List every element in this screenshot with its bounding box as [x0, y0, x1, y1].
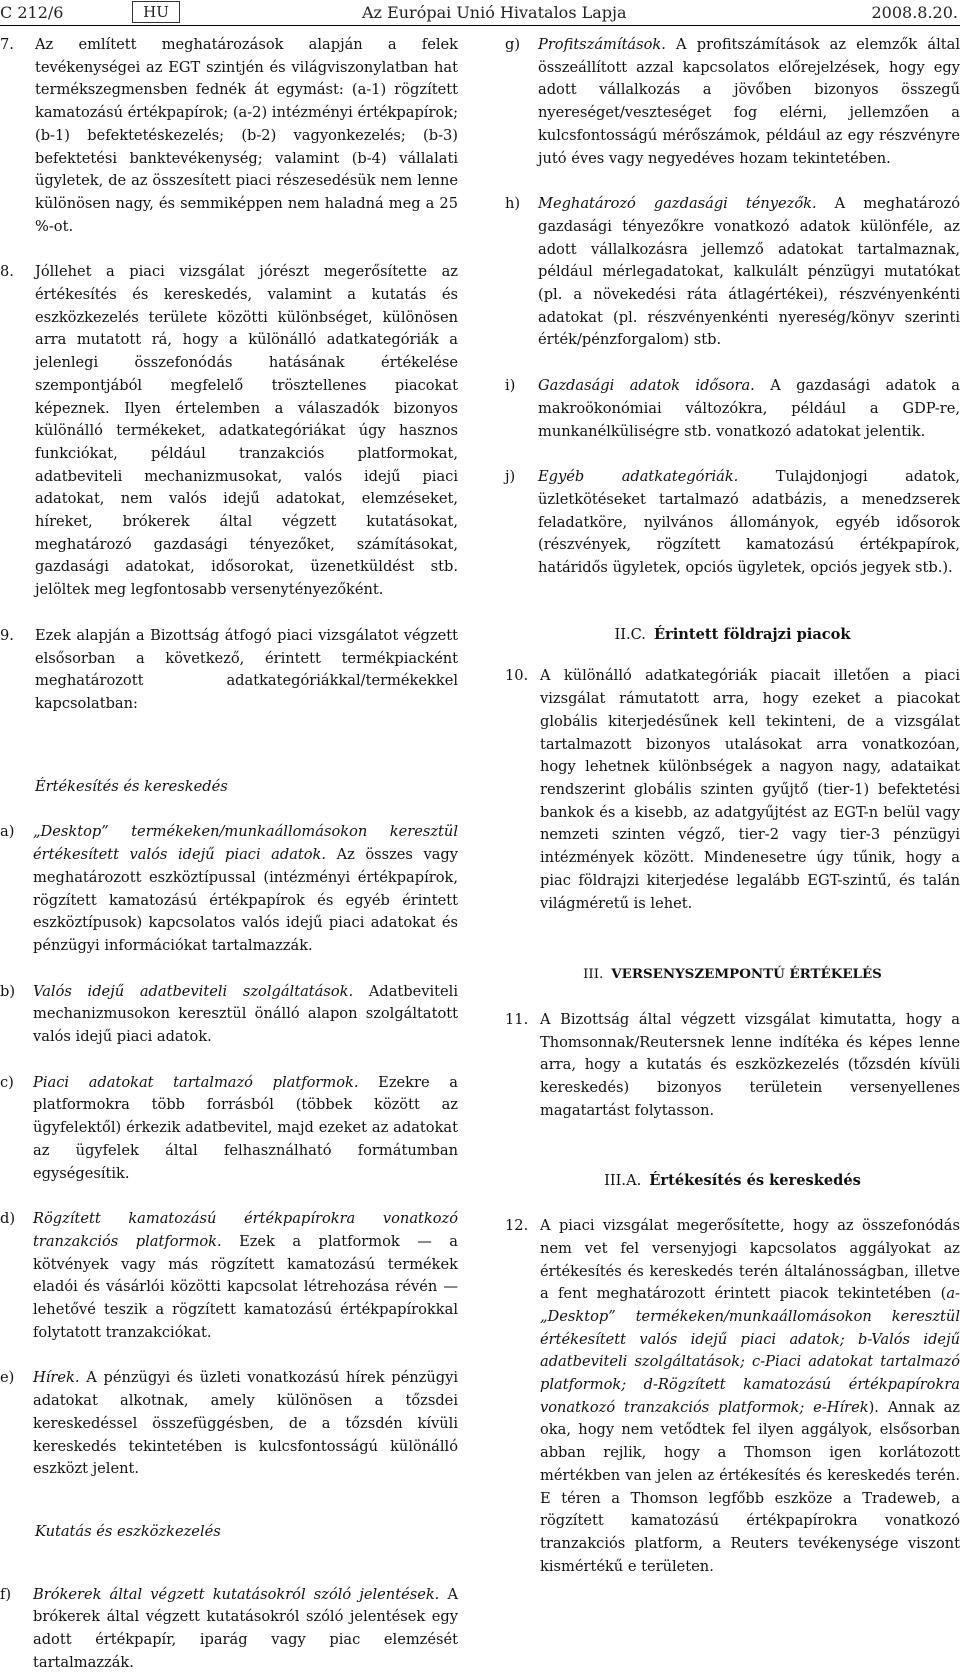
section-heading-iii	[505, 963, 960, 987]
item-title: Brókerek által végzett kutatásokról szóló jelentések.	[33, 1585, 440, 1603]
item-title: Profitszámítások.	[538, 36, 666, 53]
item-title: Egyéb adatkategóriák.	[538, 468, 739, 486]
item-label: g)	[505, 36, 521, 53]
list-item	[505, 375, 960, 443]
list-item	[0, 821, 458, 957]
list-item	[505, 34, 960, 170]
list-item	[505, 466, 960, 580]
section-number: III.	[583, 967, 604, 983]
paragraph-number: 7.	[0, 36, 14, 53]
section-heading-iic	[505, 624, 960, 647]
section-title: Érintett földrajzi piacok	[653, 625, 851, 643]
item-text: Az összes vagy meghatározott eszköztípussal (intézményi értékpapírok, rögzített kamatozású értékpapírok és egyéb érintett eszköztípusok) kapcsolatos valós idejű piaci adatokat és pénzügyi információkat tartalmazzák.	[33, 846, 458, 954]
item-label: h)	[505, 195, 521, 213]
section-title: VERSENYSZEMPONTÚ ÉRTÉKELÉS	[611, 966, 882, 983]
paragraph-12	[505, 1215, 960, 1578]
item-title: Hírek.	[33, 1369, 80, 1387]
list-item	[0, 1367, 458, 1481]
item-title: Valós idejű adatbeviteli szolgáltatások.	[33, 982, 354, 1000]
issue-date: 2008.8.20.	[871, 3, 958, 22]
section-title: Értékesítés és kereskedés	[649, 1172, 861, 1190]
journal-title: Az Európai Unió Hivatalos Lapja	[362, 3, 627, 22]
paragraph-text: A különálló adatkategóriák piacait illetően a piaci vizsgálat rámutatott arra, hogy ezeket a piacokat globális kiterjedésűnek kell tekinteni, de a vizsgálat tartalmazott bizonyos utalásokat arra vonatkozóan, hogy lehetnek különbségek a nagyon nagy, adataikat rendszerint globális szinten gyűjtő (tier-1) befektetési bankok és a kisebb, az adatgyűjtést az EGT-n belül vagy nemzeti szinten végző, tier-2 vagy tier-3 pénzügyi intézmények között. Mindenesetre úgy tűnik, hogy a piac földrajzi kiterjedése legalább EGT-szintű, és talán világméretű is lehet.	[540, 667, 960, 912]
paragraph-8	[0, 261, 458, 602]
header-rule	[0, 25, 960, 26]
page-number: C 212/6	[0, 3, 64, 22]
paragraph-text-continued: ). Annak az oka, hogy nem vetődtek fel ilyen aggályok, elsősorban abban rejlik, hogy a Thomson igen korlátozott mértékben van jelen az értékesítés és kereskedés terén. E téren a Thomson legfőbb eszköze a Tradeweb, a rögzített kamatozású értékpapírokra vonatkozó tranzakciós platform, a Reuters tevékenysége viszont kismértékű e területen.	[540, 1398, 960, 1575]
item-label: d)	[0, 1210, 16, 1228]
item-label: c)	[0, 1073, 14, 1091]
item-text: A pénzügyi és üzleti vonatkozású hírek pénzügyi adatokat alkotnak, amely különösen a tőzsdei kereskedéssel összefüggésben, de a tőzsdén kívüli kereskedés tekintetében is kulcsfontosságú különálló eszközt jelent.	[33, 1369, 458, 1478]
section-heading-iiia	[505, 1170, 960, 1193]
item-list-research	[0, 1584, 458, 1674]
item-label: e)	[0, 1369, 15, 1387]
item-title: Rögzített kamatozású értékpapírokra vonatkozó tranzakciós platformok.	[33, 1210, 458, 1250]
item-text: Ezekre a platformokra több forrásból (többek között az ügyfelektől) érkezik adatbevitel, majd ezeket az adatokat az ügyfelek által felhasználható formátumban egységesítik.	[33, 1073, 458, 1182]
item-label: f)	[0, 1585, 12, 1603]
paragraph-text: A piaci vizsgálat megerősítette, hogy az összefonódás nem vet fel versenyjogi kapcsolatos aggályokat az értékesítés és kereskedés terén általánosságban, illetve a fent meghatározott érintett piacok tekintetében (	[540, 1217, 960, 1303]
list-item	[0, 1584, 458, 1674]
item-text: Adatbeviteli mechanizmusokon keresztül önálló alapon szolgáltatott valós idejű piaci adatok.	[33, 982, 458, 1046]
item-text: A meghatározó gazdasági tényezőkre vonatkozó adatok különféle, az adott vállalkozásra jellemző adatokat tartalmaznak, például mérlegadatokat, kalkulált pénzügyi mutatókat (pl. a növekedési ráta átlagértékei), részvényenkénti adatokat (pl. részvényenkénti nyereség/könyv szerinti érték/pénzforgalom) stb.	[538, 195, 960, 349]
item-text: A profitszámítások az elemzők által összeállított azzal kapcsolatos előrejelzések, hogy egy adott vállalkozás a jövőben bizonyos összegű nyereséget/veszteséget fog elérni, jellemzően a kulcsfontosságú mérőszámok, például az egy részvényre jutó éves vagy negyedéves hozam tekintetében.	[538, 36, 960, 167]
item-list-data-categories	[505, 34, 960, 580]
item-text: A brókerek által végzett kutatásokról szóló jelentések egy adott értékpapír, iparág vagy piac elemzését tartalmazzák.	[33, 1585, 458, 1671]
paragraph-text: Az említett meghatározások alapján a felek tevékenységei az EGT szintjén és világviszonylatban hat termékszegmensben fednék át egymást: (a-1) rögzített kamatozású értékpapírok; (a-2) intézményi értékpapírok; (b-1) befektetéskezelés; (b-2) vagyonkezelés; (b-3) befektetési banktevékenység; valamint (b-4) vállalati ügyletek, de az összesített piaci részesedésük nem lenne különösen nagy, és semmiképpen nem haladná meg a 25 %-ot.	[35, 36, 458, 235]
paragraph-9	[0, 625, 458, 716]
item-label: i)	[505, 377, 516, 395]
paragraph-number: 12.	[505, 1217, 529, 1235]
paragraph-text: A Bizottság által végzett vizsgálat kimutatta, hogy a Thomsonnak/Reutersnek lenne indítéka és képes lenne arra, hogy a kutatás és eszközkezelés (tőzsdén kívüli kereskedés) bizonyos területein versenyellenes magatartást folytasson.	[540, 1010, 960, 1119]
item-label: b)	[0, 982, 16, 1000]
paragraph-10	[505, 665, 960, 915]
paragraph-number: 11.	[505, 1010, 529, 1028]
subheading-research: Kutatás és eszközkezelés	[35, 1522, 221, 1540]
item-title: Piaci adatokat tartalmazó platformok.	[33, 1073, 359, 1091]
subheading-sales-trading: Értékesítés és kereskedés	[35, 777, 228, 795]
paragraph-number: 8.	[0, 263, 14, 281]
list-item	[0, 1072, 458, 1186]
paragraph-11	[505, 1009, 960, 1123]
paragraph-7	[0, 34, 458, 238]
item-title: Meghatározó gazdasági tényezők.	[538, 195, 817, 213]
paragraph-italic-list: a-„Desktop” termékeken/munkaállomásokon keresztül értékesített valós idejű piaci adatok; b-Valós idejű adatbeviteli szolgáltatások; c-Piaci adatokat tartalmazó platformok; d-Rögzített kamatozású értékpapírokra vonatkozó tranzakciós platformok; e-Hírek	[540, 1285, 960, 1416]
item-text: Ezek a platformok — a kötvények vagy más rögzített kamatozású termékek eladói és vásárlói közötti kapcsolat létrehozása révén — lehetővé teszik a rögzített kamatozású értékpapírokkal folytatott tranzakciókat.	[33, 1232, 458, 1341]
item-title: Gazdasági adatok idősora.	[538, 377, 755, 395]
list-item	[0, 1208, 458, 1344]
item-label: a)	[0, 823, 15, 841]
item-list-sales	[0, 821, 458, 1481]
list-item	[505, 193, 960, 352]
list-item	[0, 981, 458, 1049]
item-text: Tulajdonjogi adatok, üzletkötéseket tartalmazó adatbázis, a menedzserek feladatköre, nyilvános állományok, egyéb idősorok (részvények, rögzített kamatozású értékpapírok, határidős ügyletek, opciós ügyletek, opciós jegyek stb.).	[538, 468, 960, 577]
item-label: j)	[505, 468, 516, 486]
right-column	[505, 34, 960, 1578]
paragraph-text: Ezek alapján a Bizottság átfogó piaci vizsgálatot végzett elsősorban a következő, érintett termékpiacként meghatározott adatkategóriákkal/termékekkel kapcsolatban:	[35, 626, 458, 712]
item-text: A gazdasági adatok a makroökonómiai változókra, például a GDP-re, munkanélküliségre stb. vonatkozó adatokat jelentik.	[538, 377, 960, 440]
paragraph-text: Jóllehet a piaci vizsgálat jórészt megerősítette az értékesítés és kereskedés, valamint a kutatás és eszközkezelés területe közötti különbséget, különösen arra mutatott rá, hogy a különálló adatkategóriák a jelenlegi összefonódás hatásának értékelése szempontjából megfelelő trösztellenes piacokat képeznek. Ilyen értelemben a válaszadók bizonyos különálló termékeket, adatkategóriákat úgy hasznos funkciókat, például tranzakciós platformokat, adatbeviteli mechanizmusokat, valós idejű piaci adatokat, nem valós idejű adatokat, elemzéseket, híreket, brókerek által végzett kutatásokat, meghatározó gazdasági tényezőket, számításokat, gazdasági adatokat, idősorokat, üzenetküldést stb. jelöltek meg legfontosabb versenytényezőként.	[35, 263, 458, 599]
left-column	[0, 34, 458, 1674]
language-badge: HU	[132, 1, 180, 23]
section-number: III.A.	[604, 1172, 642, 1190]
paragraph-number: 9.	[0, 626, 14, 644]
item-title: „Desktop” termékeken/munkaállomásokon keresztül értékesített valós idejű piaci adatok.	[33, 823, 458, 864]
section-number: II.C.	[614, 625, 646, 643]
paragraph-number: 10.	[505, 667, 529, 685]
page-header	[0, 0, 960, 26]
